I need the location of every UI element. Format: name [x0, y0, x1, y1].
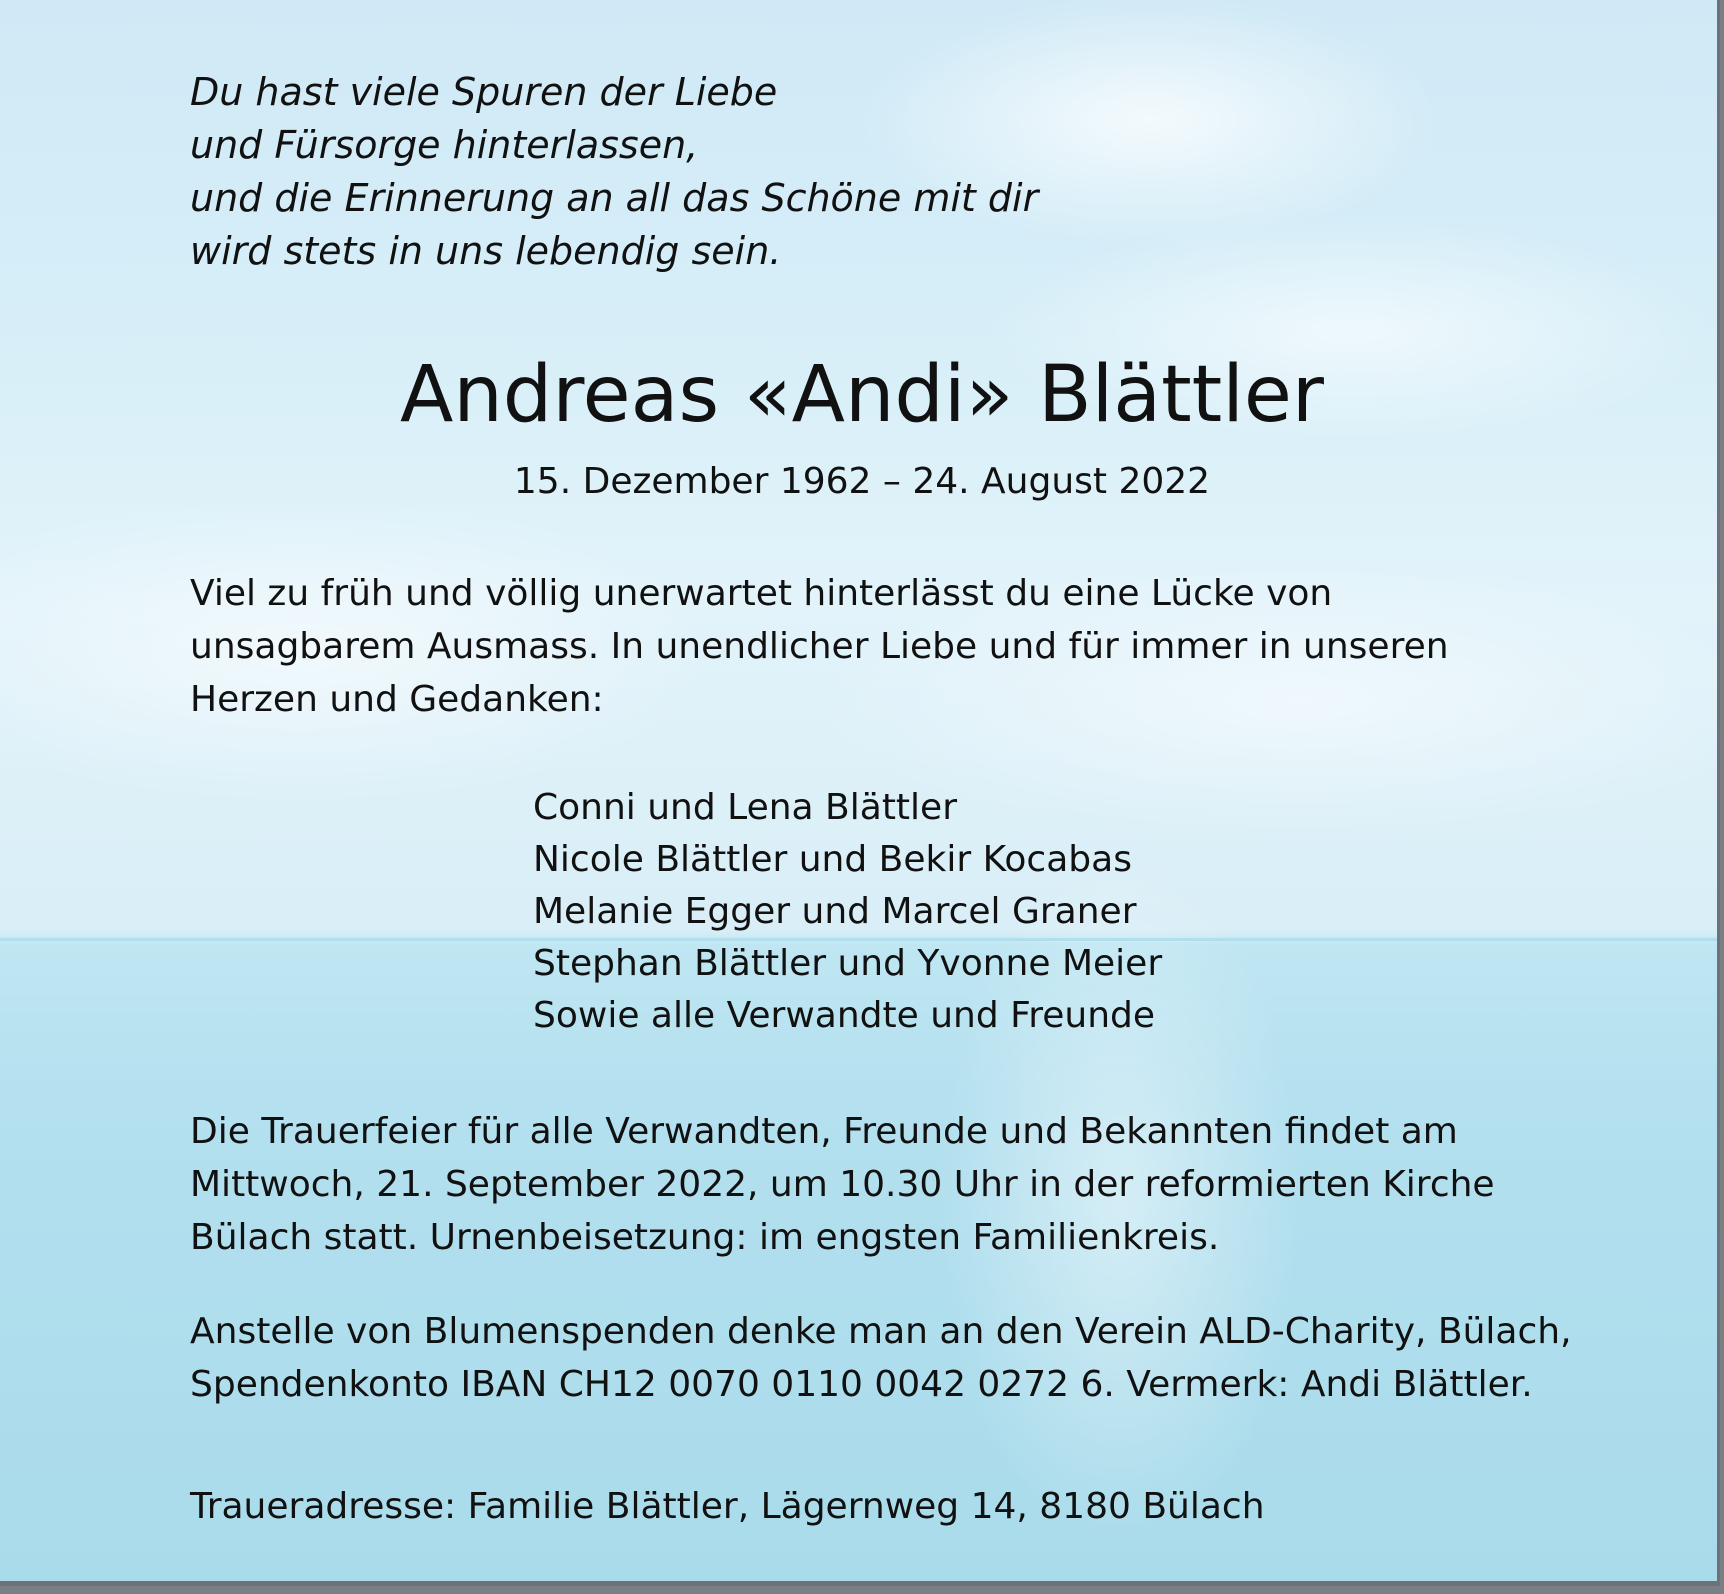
donation-line: Anstelle von Blumenspenden denke man an den Verein ALD-Charity, Bülach,	[190, 1311, 1572, 1352]
ceremony-line: Mittwoch, 21. September 2022, um 10.30 Uhr in der reformierten Kirche	[190, 1164, 1495, 1205]
motto-line: und Fürsorge hinterlassen,	[190, 123, 699, 167]
deceased-name: Andreas «Andi» Blättler	[400, 350, 1324, 440]
intro-line: Herzen und Gedanken:	[190, 679, 604, 720]
donation-paragraph	[190, 1305, 1590, 1411]
intro-line: Viel zu früh und völlig unerwartet hinterlässt du eine Lücke von	[190, 573, 1333, 614]
motto-verse	[190, 66, 1190, 278]
intro-paragraph	[190, 567, 1590, 726]
ceremony-line: Die Trauerfeier für alle Verwandten, Freunde und Bekannten findet am	[190, 1111, 1458, 1152]
motto-line: und die Erinnerung an all das Schöne mit dir	[190, 176, 1039, 220]
ceremony-paragraph	[190, 1105, 1590, 1264]
mourning-address: Traueradresse: Familie Blättler, Lägernweg 14, 8180 Bülach	[190, 1486, 1265, 1527]
mourner-item: Stephan Blättler und Yvonne Meier	[533, 943, 1163, 984]
donation-line: Spendenkonto IBAN CH12 0070 0110 0042 0272 6. Vermerk: Andi Blättler.	[190, 1364, 1533, 1405]
motto-line: wird stets in uns lebendig sein.	[190, 229, 782, 273]
motto-line: Du hast viele Spuren der Liebe	[190, 70, 778, 114]
mourners-list	[533, 782, 1162, 1042]
mourner-item: Melanie Egger und Marcel Graner	[533, 891, 1137, 932]
life-dates: 15. Dezember 1962 – 24. August 2022	[513, 461, 1211, 502]
intro-line: unsagbarem Ausmass. In unendlicher Liebe und für immer in unseren	[190, 626, 1449, 667]
mourner-item: Nicole Blättler und Bekir Kocabas	[533, 839, 1132, 880]
ceremony-line: Bülach statt. Urnenbeisetzung: im engsten Familienkreis.	[190, 1217, 1220, 1258]
mourner-item: Sowie alle Verwandte und Freunde	[533, 995, 1156, 1036]
mourner-item: Conni und Lena Blättler	[533, 787, 958, 828]
